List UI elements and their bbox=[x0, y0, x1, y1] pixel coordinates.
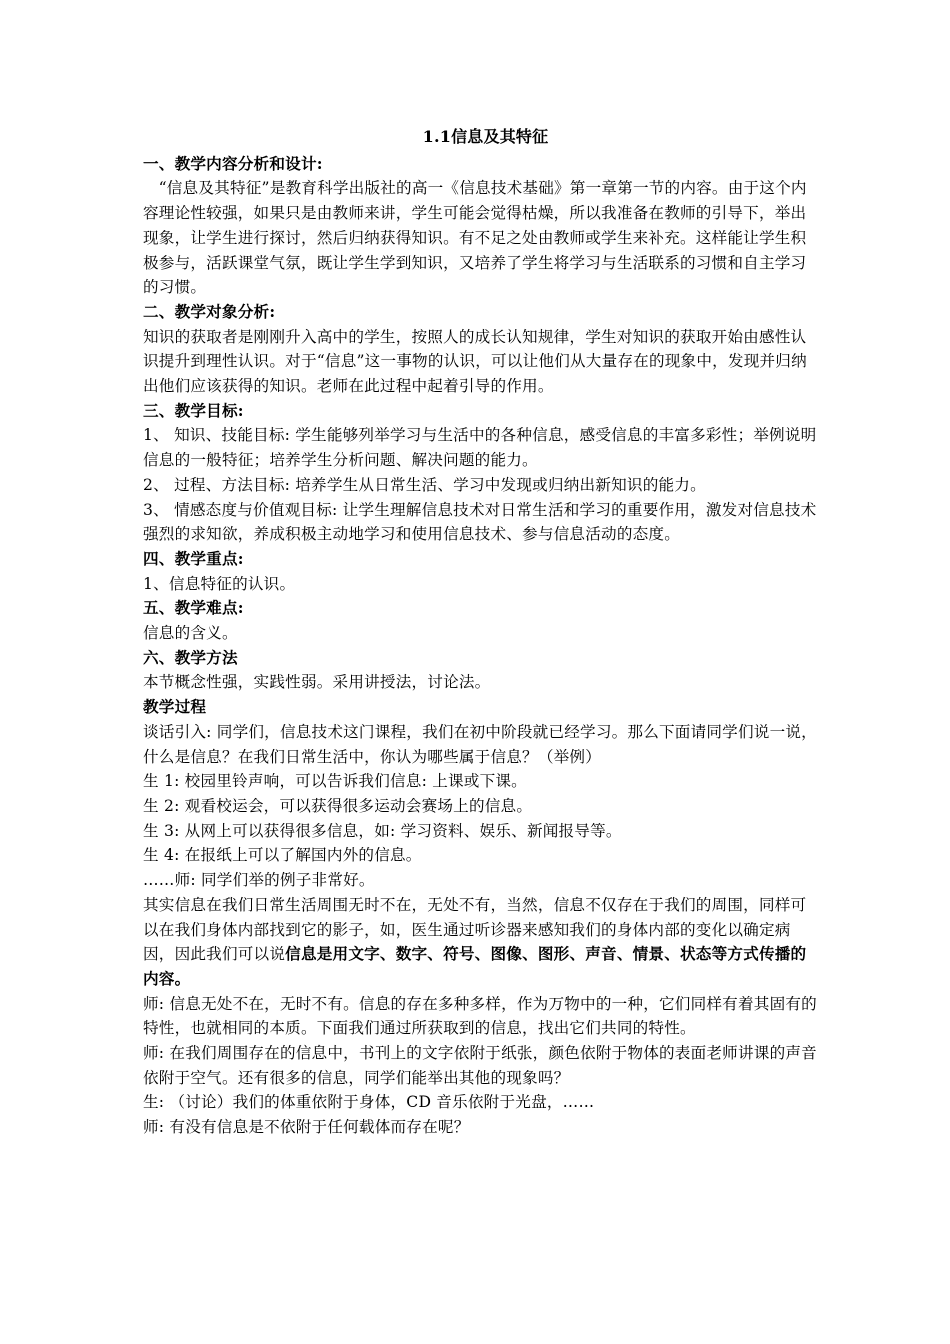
paragraph-definition bbox=[143, 893, 818, 992]
section-heading-key-points: 四、教学重点: bbox=[143, 548, 244, 568]
definition-bold-text: 信息是用文字、数字、符号、图像、图形、声音、情景、状态等方式传播的内容。 bbox=[143, 944, 807, 988]
paragraph-key-points: 1、信息特征的认识。 bbox=[143, 574, 296, 593]
section-heading-audience: 二、教学对象分析: bbox=[143, 301, 276, 321]
paragraph-intro: 谈话引入: 同学们，信息技术这门课程，我们在初中阶段就已经学习。那么下面请同学们说一说，什么是信息？在我们日常生活中，你认为哪些属于信息？（举例） bbox=[143, 722, 817, 766]
student-answer-3: 生 3: 从网上可以获得很多信息，如: 学习资料、娱乐、新闻报导等。 bbox=[143, 821, 622, 840]
section-heading-process: 教学过程 bbox=[143, 697, 207, 717]
definition-lead-text: 其实信息在我们日常生活周围无时不在，无处不有，当然，信息不仅存在于我们的周围，同样可以在我们身体内部找到它的影子，如，医生通过听诊器来感知我们的身体内部的变化以确定病因，因此我们可以说 bbox=[143, 895, 807, 964]
paragraph-teacher-c: 师: 在我们周围存在的信息中，书刊上的文字依附于纸张，颜色依附于物体的表面老师讲课的声音依附于空气。还有很多的信息，同学们能举出其他的现象吗？ bbox=[143, 1044, 817, 1087]
paragraph-content-analysis: “信息及其特征”是教育科学出版社的高一《信息技术基础》第一章第一节的内容。由于这个内容理论性较强，如果只是由教师来讲，学生可能会觉得枯燥，所以我准备在教师的引导下，举出现象，让学生进行探讨，然后归纳获得知识。有不足之处由教师或学生来补充。这样能让学生积极参与，活跃课堂气氛，既让学生学到知识，又培养了学生将学习与生活联系的习惯和自主学习的习惯。 bbox=[143, 179, 807, 297]
page-title: 1.1信息及其特征 bbox=[422, 127, 549, 146]
section-heading-methods: 六、教学方法 bbox=[143, 647, 238, 667]
section-heading-difficulties: 五、教学难点: bbox=[143, 598, 244, 618]
goal-knowledge: 1、 知识、技能目标: 学生能够列举学习与生活中的各种信息，感受信息的丰富多彩性；举例说明信息的一般特征；培养学生分析问题、解决问题的能力。 bbox=[143, 426, 817, 470]
section-heading-goals: 三、教学目标: bbox=[143, 400, 244, 420]
section-heading-content-analysis: 一、教学内容分析和设计: bbox=[143, 153, 323, 173]
teacher-comment: ……师: 同学们举的例子非常好。 bbox=[143, 871, 375, 890]
student-answer-2: 生 2: 观看校运会，可以获得很多运动会赛场上的信息。 bbox=[143, 796, 533, 815]
paragraph-audience: 知识的获取者是刚刚升入高中的学生，按照人的成长认知规律，学生对知识的获取开始由感性认识提升到理性认识。对于“信息”这一事物的认识，可以让他们从大量存在的现象中，发现并归纳出他们应该获得的知识。老师在此过程中起着引导的作用。 bbox=[143, 327, 807, 396]
paragraph-student-d: 生: （讨论）我们的体重依附于身体，CD 音乐依附于光盘，…… bbox=[143, 1093, 595, 1112]
paragraph-teacher-b: 师: 信息无处不在，无时不有。信息的存在多种多样，作为万物中的一种，它们同样有着其固有的特性，也就相同的本质。下面我们通过所获取到的信息，找出它们共同的特性。 bbox=[143, 994, 817, 1038]
paragraph-difficulties: 信息的含义。 bbox=[143, 624, 238, 643]
student-answer-1: 生 1: 校园里铃声响，可以告诉我们信息: 上课或下课。 bbox=[143, 772, 527, 791]
goal-process: 2、 过程、方法目标: 培养学生从日常生活、学习中发现或归纳出新知识的能力。 bbox=[143, 475, 706, 494]
student-answer-4: 生 4: 在报纸上可以了解国内外的信息。 bbox=[143, 846, 422, 865]
goal-attitude: 3、 情感态度与价值观目标: 让学生理解信息技术对日常生活和学习的重要作用，激发对信息技术强烈的求知欲，养成积极主动地学习和使用信息技术、参与信息活动的态度。 bbox=[143, 500, 817, 544]
paragraph-teacher-e: 师: 有没有信息是不依附于任何载体而存在呢？ bbox=[143, 1118, 470, 1137]
document-body bbox=[143, 125, 818, 1140]
paragraph-methods: 本节概念性强，实践性弱。采用讲授法，讨论法。 bbox=[143, 673, 491, 692]
